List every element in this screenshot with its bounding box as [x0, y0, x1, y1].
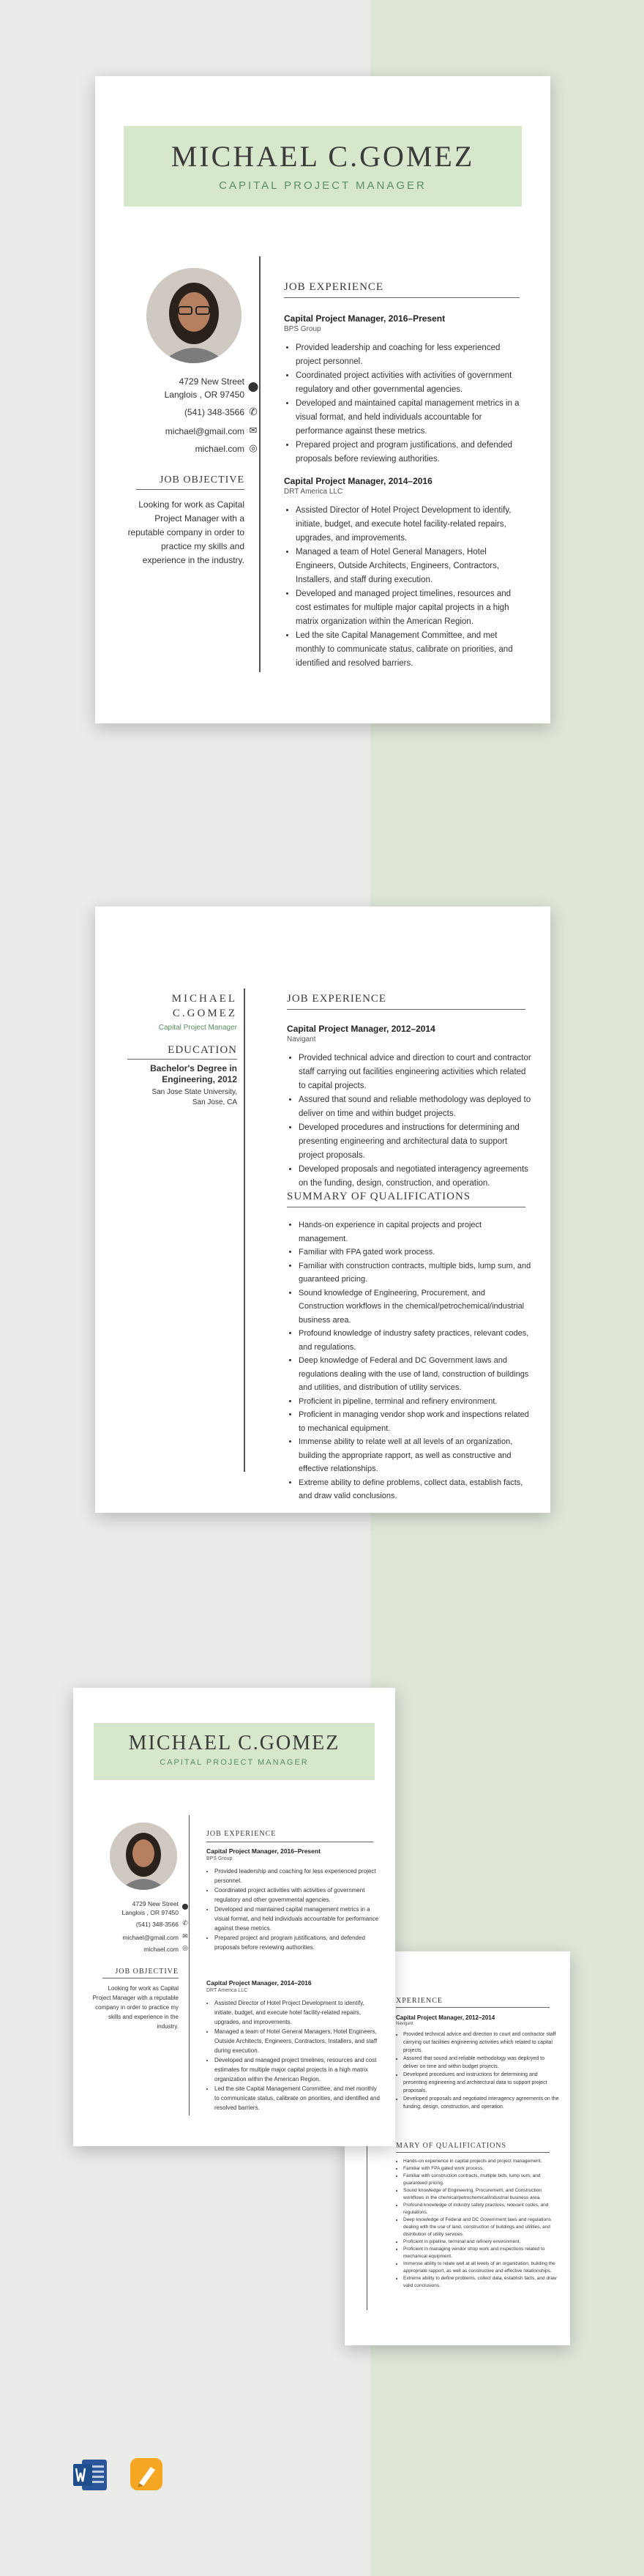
list-item: • Developed and managed project timelines, resources and cost estimates for multiple major capital projects in a high matrix organization within the American Region.: [214, 2055, 380, 2084]
address-line-1: 4729 New Street: [179, 376, 244, 387]
candidate-name-line-2: C.GOMEZ: [172, 1008, 237, 1019]
preview-candidate-title: CAPITAL PROJECT MANAGER: [160, 1758, 309, 1767]
preview-candidate-name: MICHAEL C.GOMEZ: [128, 1732, 340, 1754]
preview-page-1: [73, 1688, 395, 2146]
list-item: • Proficient in pipeline, terminal and refinery environment.: [299, 1395, 531, 1409]
candidate-title: CAPITAL PROJECT MANAGER: [219, 179, 427, 192]
preview-experience-heading: XPERIENCE: [396, 1997, 443, 2005]
profile-photo: [146, 268, 242, 363]
list-item: • Deep knowledge of Federal and DC Government laws and regulations dealing with the use of land, construction of buildings and utilities, and distribution of utility services.: [299, 1354, 531, 1395]
resume-page-1: [95, 76, 550, 723]
list-item: • Provided leadership and coaching for less experienced project personnel.: [296, 341, 525, 369]
phone-text: (541) 348-3566: [184, 407, 244, 417]
list-item: • Led the site Capital Management Committee, and met monthly to communicate status, calibrate on priorities, and identified and resolved barriers.: [296, 629, 525, 671]
address-line-2: Langlois , OR 97450: [164, 390, 244, 400]
preview-job-1-title: Capital Project Manager, 2016–Present: [206, 1847, 321, 1855]
experience-rule: [284, 297, 520, 298]
candidate-title-small: Capital Project Manager: [158, 1024, 237, 1032]
preview-location-icon: ⬤: [181, 1903, 189, 1910]
preview-divider: [189, 1815, 190, 2115]
preview-job-3-company: Navigant: [396, 2022, 413, 2026]
list-item: • Deep knowledge of Federal and DC Government laws and regulations dealing with the use of land, construction of buildings and utilities, and distribution of utility services.: [403, 2216, 560, 2238]
location-icon: ⬤: [247, 381, 259, 392]
list-item: • Led the site Capital Management Committee, and met monthly to communicate status, calibrate on priorities, and identified and resolved barriers.: [214, 2084, 380, 2112]
candidate-name-line-1: MICHAEL: [171, 993, 237, 1005]
list-item: • Developed and maintained capital management metrics in a visual format, and held individuals accountable for performance against these metrics.: [214, 1905, 380, 1933]
list-item: • Coordinated project activities with activities of government regulatory and other governmental agencies.: [296, 369, 525, 397]
pages-icon: [129, 2457, 164, 2492]
list-item: • Assisted Director of Hotel Project Development to identify, initiate, budget, and execute hotel facility-related repairs, upgrades, and improvements.: [214, 1998, 380, 2027]
preview-objective-text: Looking for work as Capital Project Manager with a reputable company in order to practice my skills and experience in the industry.: [92, 1985, 179, 2030]
list-item: • Prepared project and program justifications, and defended proposals before reviewing authorities.: [214, 1933, 380, 1952]
school-location: San Jose, CA: [192, 1098, 237, 1106]
list-item: • Managed a team of Hotel General Managers, Hotel Engineers, Outside Architects, Engineers, Contractors, Installers, and staff during execution.: [214, 2027, 380, 2055]
list-item: • Profound knowledge of industry safety practices, relevant codes, and regulations.: [299, 1327, 531, 1354]
column-divider: [244, 989, 245, 1472]
list-item: • Familiar with FPA gated work process.: [403, 2165, 560, 2173]
word-icon: [72, 2458, 108, 2492]
list-item: • Assured that sound and reliable methodology was deployed to deliver on time and within budget projects.: [403, 2055, 560, 2071]
preview-summary-rule: [396, 2152, 550, 2153]
list-item: • Provided technical advice and direction to court and contractor staff carrying out facilities engineering activities which related to capital projects.: [403, 2030, 560, 2055]
list-item: • Proficient in pipeline, terminal and refinery environment.: [403, 2238, 560, 2246]
job-3-bullets: [287, 1051, 531, 1191]
email-text: michael@gmail.com: [165, 426, 244, 436]
preview-globe-icon: ◎: [182, 1944, 188, 1951]
preview-job-1-company: BPS Group: [206, 1856, 233, 1861]
job-2-bullets: [284, 504, 525, 671]
list-item: • Hands-on experience in capital projects and project management.: [403, 2158, 560, 2165]
list-item: • Provided leadership and coaching for less experienced project personnel.: [214, 1866, 380, 1886]
phone-icon: ✆: [249, 406, 258, 417]
job-objective-heading: JOB OBJECTIVE: [159, 474, 244, 485]
job-experience-heading: JOB EXPERIENCE: [287, 993, 387, 1005]
list-item: • Developed proposals and negotiated interagency agreements on the funding, design, construction, and operation.: [299, 1163, 531, 1191]
list-item: • Immense ability to relate well at all levels of an organization, building the appropriate rapport, as well as constructive and effective relationships.: [403, 2260, 560, 2275]
list-item: • Hands-on experience in capital projects and project management.: [299, 1218, 531, 1246]
list-item: • Developed procedures and instructions for determining and presenting engineering and architectural data to support project proposals.: [403, 2071, 560, 2095]
job-experience-heading: JOB EXPERIENCE: [284, 281, 384, 293]
list-item: • Extreme ability to define problems, collect data, establish facts, and draw valid conclusions.: [299, 1476, 531, 1503]
list-item: • Proficient in managing vendor shop work and inspections related to mechanical equipment.: [299, 1408, 531, 1435]
list-item: • Developed proposals and negotiated interagency agreements on the funding, design, construction, and operation.: [403, 2095, 560, 2111]
experience-rule: [287, 1009, 525, 1010]
list-item: • Provided technical advice and direction to court and contractor staff carrying out facilities engineering activities which related to capital projects.: [299, 1051, 531, 1093]
list-item: • Prepared project and program justifications, and defended proposals before reviewing authorities.: [296, 439, 525, 466]
list-item: • Familiar with FPA gated work process.: [299, 1246, 531, 1259]
list-item: • Familiar with construction contracts, multiple bids, lump sum, and guaranteed pricing.: [299, 1259, 531, 1287]
preview-phone-icon: ✆: [182, 1919, 188, 1927]
candidate-name: MICHAEL C.GOMEZ: [171, 140, 475, 173]
preview-experience-heading: JOB EXPERIENCE: [206, 1830, 277, 1838]
school-text: San Jose State University,: [151, 1088, 237, 1096]
website-text: michael.com: [195, 444, 244, 454]
email-icon: ✉: [249, 425, 258, 436]
job-1-company: BPS Group: [284, 325, 321, 333]
column-divider: [259, 256, 261, 672]
list-item: • Proficient in managing vendor shop work and inspections related to mechanical equipment.: [403, 2246, 560, 2260]
preview-job-2-company: DRT America LLC: [206, 1988, 248, 1993]
resume-page-2: [95, 907, 550, 1513]
preview-experience-rule: [396, 2007, 550, 2008]
preview-address-1: 4729 New Street: [132, 1900, 179, 1907]
objective-text: Looking for work as Capital Project Manager with a reputable company in order to practice my skills and experience in the industry.: [127, 499, 244, 565]
degree-text: Bachelor's Degree in Engineering, 2012: [150, 1063, 237, 1084]
summary-heading: SUMMARY OF QUALIFICATIONS: [287, 1191, 471, 1202]
preview-header-band: [94, 1723, 375, 1780]
preview-phone: (541) 348-3566: [135, 1921, 179, 1928]
globe-icon: ◎: [249, 442, 258, 453]
preview-email-icon: ✉: [182, 1932, 188, 1940]
list-item: • Immense ability to relate well at all levels of an organization, building the appropriate rapport, as well as constructive and effective relationships.: [299, 1435, 531, 1476]
preview-job-1-bullets: [206, 1866, 380, 1952]
preview-email: michael@gmail.com: [122, 1934, 179, 1941]
list-item: • Assisted Director of Hotel Project Development to identify, initiate, budget, and execute hotel facility-related repairs, upgrades, and improvements.: [296, 504, 525, 546]
list-item: • Assured that sound and reliable methodology was deployed to deliver on time and within budget projects.: [299, 1093, 531, 1121]
preview-qualifications: [396, 2158, 560, 2290]
education-heading: EDUCATION: [168, 1044, 237, 1056]
list-item: • Developed procedures and instructions for determining and presenting engineering and architectural data to support project proposals.: [299, 1121, 531, 1163]
list-item: • Profound knowledge of industry safety practices, relevant codes, and regulations.: [403, 2202, 560, 2216]
preview-summary-heading: MARY OF QUALIFICATIONS: [396, 2142, 507, 2150]
list-item: • Coordinated project activities with activities of government regulatory and other governmental agencies.: [214, 1886, 380, 1905]
list-item: • Managed a team of Hotel General Managers, Hotel Engineers, Outside Architects, Engineers, Contractors, Installers, and staff during execution.: [296, 546, 525, 587]
preview-address-2: Langlois , OR 97450: [121, 1909, 179, 1916]
list-item: • Developed and managed project timelines, resources and cost estimates for multiple major capital projects in a high matrix organization within the American Region.: [296, 587, 525, 629]
header-band: [124, 126, 522, 206]
preview-job-3-bullets: [396, 2030, 560, 2111]
job-1-title: Capital Project Manager, 2016–Present: [284, 313, 446, 324]
objective-rule: [136, 489, 244, 490]
preview-objective-heading: JOB OBJECTIVE: [115, 1968, 179, 1976]
preview-job-2-title: Capital Project Manager, 2014–2016: [206, 1979, 312, 1987]
preview-profile-photo: [110, 1823, 177, 1890]
preview-website: michael.com: [143, 1946, 179, 1953]
list-item: • Extreme ability to define problems, collect data, establish facts, and draw valid conclusions.: [403, 2275, 560, 2290]
qualifications-list: [287, 1218, 531, 1503]
list-item: • Developed and maintained capital management metrics in a visual format, and held individuals accountable for performance against these metrics.: [296, 397, 525, 439]
job-3-company: Navigant: [287, 1035, 316, 1043]
list-item: • Sound knowledge of Engineering, Procurement, and Construction workflows in the chemical/petrochemical/industrial business area.: [299, 1287, 531, 1328]
list-item: • Sound knowledge of Engineering, Procurement, and Construction workflows in the chemical/petrochemical/industrial business area.: [403, 2187, 560, 2202]
education-rule: [127, 1059, 237, 1060]
job-2-company: DRT America LLC: [284, 488, 343, 496]
job-2-title: Capital Project Manager, 2014–2016: [284, 476, 433, 486]
list-item: • Familiar with construction contracts, multiple bids, lump sum, and guaranteed pricing.: [403, 2173, 560, 2187]
preview-job-2-bullets: [206, 1998, 380, 2112]
job-3-title: Capital Project Manager, 2012–2014: [287, 1024, 435, 1034]
preview-job-3-title: Capital Project Manager, 2012–2014: [396, 2014, 495, 2021]
job-1-bullets: [284, 341, 525, 466]
